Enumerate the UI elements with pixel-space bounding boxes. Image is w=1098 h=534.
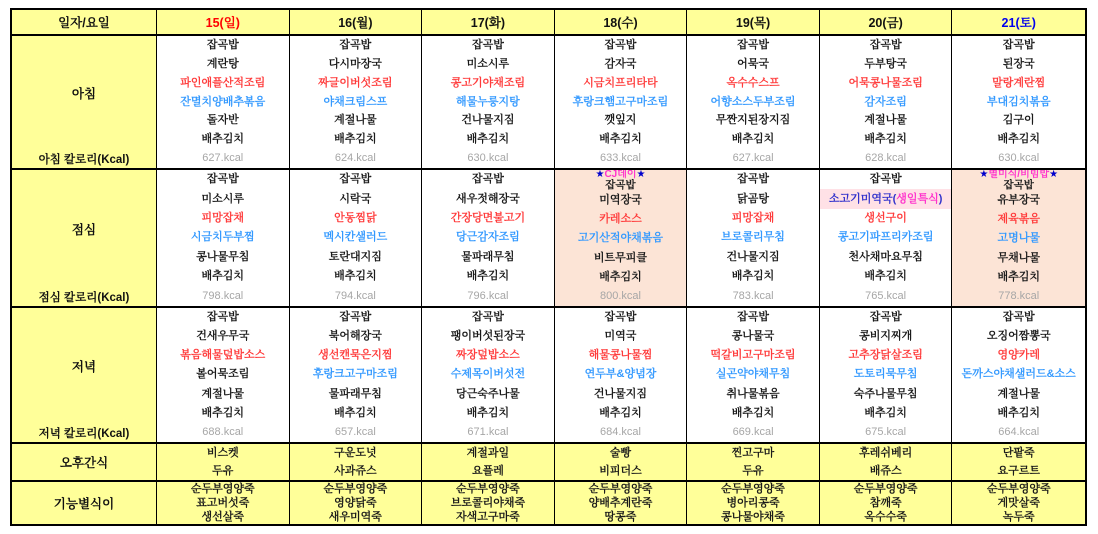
meal-item-line: 물파래무침 xyxy=(461,250,515,263)
meal-item-line: 배추김치 xyxy=(466,270,510,283)
kcal-value: 765.kcal xyxy=(865,289,907,302)
meal-cell xyxy=(555,308,688,442)
meal-item-line: 잡곡밥 xyxy=(339,311,372,324)
meal-item-line: 피망잡채 xyxy=(731,212,775,225)
meal-item-line: 잡곡밥 xyxy=(339,173,372,186)
section-breakfast xyxy=(12,36,1085,170)
meal-item-line: 계절나물 xyxy=(334,114,377,127)
meal-item-line: 잡곡밥 xyxy=(206,311,239,324)
meal-item-line: 무채나물 xyxy=(997,251,1040,264)
snack-item-line: 순두부영양죽 xyxy=(721,482,785,495)
simple-cell xyxy=(820,444,953,480)
weekly-meal-plan-table xyxy=(10,8,1087,526)
section-kcal-label: 저녁 칼로리(Kcal) xyxy=(38,428,130,440)
simple-cell xyxy=(555,444,688,480)
meal-item-line: 두부탕국 xyxy=(864,57,907,70)
meal-item-line: 건나물지짐 xyxy=(461,114,515,127)
meal-cell xyxy=(422,36,555,168)
kcal-value: 633.kcal xyxy=(600,152,641,165)
meal-item-part: 생일특식 xyxy=(896,192,939,205)
meal-item-line: 콩나물무침 xyxy=(196,250,250,263)
meal-item-line: 건나물지짐 xyxy=(726,250,780,263)
kcal-value: 684.kcal xyxy=(600,425,641,438)
snack-item-line: 순두부영양죽 xyxy=(853,482,918,495)
meal-item-line: 시금치프리타타 xyxy=(583,76,658,89)
simple-cell xyxy=(422,444,555,480)
snack-item-line: 옥수수죽 xyxy=(864,510,907,523)
star-icon: ★ xyxy=(979,170,989,180)
meal-item-line: 북어해장국 xyxy=(328,330,382,343)
meal-cell xyxy=(952,170,1085,306)
meal-item-line: 미소시루 xyxy=(466,57,510,70)
meal-cell xyxy=(555,36,688,168)
meal-item-line: 제육볶음 xyxy=(997,213,1040,226)
meal-item-line: 짜글이버섯조림 xyxy=(318,76,393,89)
meal-item-line: 새우젓해장국 xyxy=(456,192,520,205)
day-header: 19(목) xyxy=(687,10,820,34)
meal-item-line: 당근숙주나물 xyxy=(456,387,520,400)
meal-item-line: 잡곡밥 xyxy=(339,38,372,51)
snack-item-line: 찐고구마 xyxy=(731,446,775,459)
snack-item-line: 생선살죽 xyxy=(201,510,245,523)
meal-cell xyxy=(157,308,290,442)
snack-item-line: 게맛살죽 xyxy=(997,496,1040,509)
snack-item-line: 땅콩죽 xyxy=(604,510,637,523)
meal-item-line: 미역국 xyxy=(604,330,637,343)
snack-item-line: 요플레 xyxy=(471,464,504,477)
meal-item-line: 닭곰탕 xyxy=(737,192,769,205)
simple-cell xyxy=(952,444,1085,480)
meal-item-line: 잔멸치양배추볶음 xyxy=(180,95,266,108)
meal-item-line: 브로콜리무침 xyxy=(721,231,785,244)
meal-item-line: 돈까스야채샐러드&소스 xyxy=(961,368,1076,381)
section-label: 저녁 xyxy=(71,360,97,374)
meal-item-line: 계란탕 xyxy=(206,57,239,70)
meal-item-line: 잡곡밥 xyxy=(737,311,769,324)
snack-item-line: 구운도넛 xyxy=(334,446,377,459)
special-banner-slot xyxy=(952,170,1085,191)
kcal-value: 627.kcal xyxy=(732,152,774,165)
meal-item-line: 말랑계란찜 xyxy=(992,76,1046,89)
meal-cell xyxy=(422,170,555,306)
meal-item-line: 볶음해물덮밥소스 xyxy=(180,349,266,362)
simple-cell xyxy=(290,482,423,524)
star-icon: ★ xyxy=(1049,170,1059,180)
meal-item-line: 실곤약야채무침 xyxy=(715,368,791,381)
meal-item-line: 도토리묵무침 xyxy=(853,368,918,381)
meal-item-line: 연두부&양념장 xyxy=(584,368,657,381)
meal-item-line: 배추김치 xyxy=(334,133,377,146)
meal-item-part: 소고기미역국( xyxy=(828,192,897,205)
meal-item-line: 야채크림스프 xyxy=(323,95,388,108)
simple-cell xyxy=(687,482,820,524)
meal-item-line: 배추김치 xyxy=(997,133,1040,146)
snack-item-line: 비피더스 xyxy=(599,464,642,477)
special-day-label: CJ데이 xyxy=(604,170,637,180)
snack-item-line: 사과쥬스 xyxy=(334,464,377,477)
section-kcal-label: 점심 칼로리(Kcal) xyxy=(38,292,130,304)
meal-item-line: 미역장국 xyxy=(599,194,642,207)
meal-item-line: 배추김치 xyxy=(201,406,245,419)
meal-item-line: 어향소스두부조림 xyxy=(710,95,796,108)
meal-item-line: 무짠지된장지짐 xyxy=(715,114,791,127)
snack-item-line: 두유 xyxy=(742,464,764,477)
meal-item-line: 오징어짬뽕국 xyxy=(986,330,1051,343)
meal-item-line: 배추김치 xyxy=(599,133,642,146)
meal-item-line: 배추김치 xyxy=(599,406,642,419)
meal-cell xyxy=(952,36,1085,168)
meal-cell xyxy=(290,36,423,168)
meal-cell xyxy=(820,170,953,306)
meal-item-line: 배추김치 xyxy=(997,270,1040,283)
snack-item-line: 단팥죽 xyxy=(1002,446,1035,459)
meal-cell xyxy=(157,170,290,306)
meal-item-line: 당근감자조림 xyxy=(456,231,520,244)
kcal-value: 669.kcal xyxy=(732,425,774,438)
snack-item-line: 배쥬스 xyxy=(869,464,902,477)
meal-item-line: 잡곡밥 xyxy=(1002,311,1035,324)
meal-item-line: 잡곡밥 xyxy=(737,173,769,186)
meal-item-line: 콩고기파프리카조림 xyxy=(837,231,934,244)
header-row xyxy=(12,10,1085,36)
section-label: 오후간식 xyxy=(12,444,157,480)
meal-item-line: 어묵콩나물조림 xyxy=(848,76,923,89)
snack-item-line: 비스켓 xyxy=(206,446,239,459)
meal-item-line: 팽이버섯된장국 xyxy=(450,330,526,343)
section-label: 점심 xyxy=(71,223,97,237)
meal-item-line: 멕시칸샐러드 xyxy=(323,231,388,244)
meal-item-line: 잡곡밥 xyxy=(206,173,239,186)
meal-item-line: 후랑크고구마조림 xyxy=(312,368,398,381)
meal-item-line: 배추김치 xyxy=(599,270,642,283)
section-label: 기능별식이 xyxy=(12,482,157,524)
meal-item-line: 잡곡밥 xyxy=(471,311,504,324)
snack-item-line: 순두부영양죽 xyxy=(588,482,653,495)
meal-item-line: 유부장국 xyxy=(997,194,1040,207)
meal-item-line: 계절나물 xyxy=(201,387,245,400)
meal-item-line: 잡곡밥 xyxy=(206,38,239,51)
snack-item-line: 양배추계란죽 xyxy=(588,496,653,509)
meal-item-line: 배추김치 xyxy=(731,270,775,283)
meal-item-line: 돌자반 xyxy=(206,114,239,127)
kcal-value: 675.kcal xyxy=(865,425,907,438)
section-label-cell xyxy=(12,36,157,168)
meal-cell xyxy=(157,36,290,168)
meal-cell xyxy=(820,308,953,442)
meal-item-part: ) xyxy=(938,192,943,205)
section-label: 아침 xyxy=(71,87,97,101)
meal-item-line: 배추김치 xyxy=(334,406,377,419)
section-dinner xyxy=(12,308,1085,444)
section-label-cell xyxy=(12,308,157,442)
meal-cell xyxy=(290,308,423,442)
snack-item-line: 표고버섯죽 xyxy=(196,496,250,509)
meal-item-line: 잡곡밥 xyxy=(471,173,504,186)
meal-item-line: 잡곡밥 xyxy=(471,38,504,51)
snack-item-line: 두유 xyxy=(212,464,234,477)
meal-cell xyxy=(952,308,1085,442)
meal-item-line: 감자국 xyxy=(604,57,637,70)
meal-cell xyxy=(820,36,953,168)
meal-item-line: 배추김치 xyxy=(997,406,1040,419)
simple-cell xyxy=(952,482,1085,524)
snack-item-line: 순두부영양죽 xyxy=(456,482,520,495)
kcal-value: 783.kcal xyxy=(732,289,774,302)
meal-item-line: 잡곡밥 xyxy=(737,38,769,51)
day-header: 20(금) xyxy=(820,10,953,34)
meal-item-line: 부대김치볶음 xyxy=(986,95,1051,108)
kcal-value: 630.kcal xyxy=(467,152,509,165)
simple-cell xyxy=(157,482,290,524)
kcal-value: 627.kcal xyxy=(202,152,244,165)
simple-cell xyxy=(687,444,820,480)
meal-cell xyxy=(687,308,820,442)
meal-item-line: 영양카레 xyxy=(997,349,1040,362)
meal-item-line: 짜장덮밥소스 xyxy=(456,349,520,362)
meal-item-line: 잡곡밥 xyxy=(1003,179,1034,191)
meal-cell xyxy=(687,170,820,306)
meal-item-line: 계절나물 xyxy=(997,387,1040,400)
meal-item-line: 고기산적야채볶음 xyxy=(577,232,663,245)
section-functional xyxy=(12,482,1085,524)
meal-item-line: 옥수수스프 xyxy=(726,76,780,89)
day-header: 18(수) xyxy=(555,10,688,34)
meal-item-line: 깻잎지 xyxy=(604,114,637,127)
section-label-cell xyxy=(12,170,157,306)
meal-item-line: 떡갈비고구마조림 xyxy=(710,349,796,362)
section-snack xyxy=(12,444,1085,482)
special-day-label: 별미식/비빔밥 xyxy=(988,170,1050,180)
meal-item-line: 잡곡밥 xyxy=(869,38,902,51)
meal-item-line: 고추장닭살조림 xyxy=(848,349,923,362)
meal-item-line: 다시마장국 xyxy=(328,57,382,70)
simple-cell xyxy=(157,444,290,480)
star-icon: ★ xyxy=(595,170,605,180)
meal-item-line: 배추김치 xyxy=(731,133,775,146)
kcal-value: 628.kcal xyxy=(865,152,907,165)
snack-item-line: 병아리콩죽 xyxy=(726,496,780,509)
meal-item-line: 잡곡밥 xyxy=(604,311,637,324)
snack-item-line: 순두부영양죽 xyxy=(986,482,1051,495)
meal-item-line: 고명나물 xyxy=(997,232,1040,245)
snack-item-line: 계절과일 xyxy=(466,446,510,459)
meal-item-line: 잡곡밥 xyxy=(604,38,637,51)
meal-item-line: 감자조림 xyxy=(864,95,907,108)
meal-item-line: 김구이 xyxy=(1002,114,1035,127)
snack-item-line: 순두부영양죽 xyxy=(190,482,255,495)
meal-cell xyxy=(555,170,688,306)
meal-item-line: 잡곡밥 xyxy=(869,311,902,324)
meal-item-line: 미소시루 xyxy=(201,192,245,205)
meal-item-line: 된장국 xyxy=(1002,57,1035,70)
simple-cell xyxy=(555,482,688,524)
meal-cell xyxy=(422,308,555,442)
meal-item-line: 수제목이버섯전 xyxy=(450,368,526,381)
meal-item-line: 배추김치 xyxy=(201,270,245,283)
meal-item-line: 배추김치 xyxy=(864,270,907,283)
meal-item-line: 피망잡채 xyxy=(201,212,245,225)
meal-item-line: 시금치두부찜 xyxy=(190,231,255,244)
meal-item-line: 배추김치 xyxy=(466,133,510,146)
meal-item-line: 비트무피클 xyxy=(593,251,648,264)
kcal-value: 664.kcal xyxy=(998,425,1040,438)
snack-item-line: 영양닭죽 xyxy=(334,496,377,509)
meal-item-line: 시락국 xyxy=(339,192,372,205)
meal-item-line: 간장당면불고기 xyxy=(450,212,526,225)
meal-item-line: 배추김치 xyxy=(864,406,907,419)
section-lunch xyxy=(12,170,1085,308)
day-header: 17(화) xyxy=(422,10,555,34)
meal-item-line: 후랑크햄고구마조림 xyxy=(572,95,669,108)
meal-item-line: 카레소스 xyxy=(599,213,642,226)
kcal-value: 778.kcal xyxy=(998,289,1040,302)
snack-item-line: 순두부영양죽 xyxy=(323,482,388,495)
meal-item-line: 해물콩나물찜 xyxy=(588,349,653,362)
meal-item-line: 배추김치 xyxy=(201,133,245,146)
day-header: 15(일) xyxy=(157,10,290,34)
special-banner-slot xyxy=(555,170,687,191)
meal-item-line: 토란대지짐 xyxy=(328,250,382,263)
kcal-value: 630.kcal xyxy=(998,152,1040,165)
meal-item-line: 건새우무국 xyxy=(196,330,250,343)
meal-cell xyxy=(290,170,423,306)
kcal-value: 688.kcal xyxy=(202,425,244,438)
kcal-value: 798.kcal xyxy=(202,289,244,302)
meal-item-line: 배추김치 xyxy=(731,406,775,419)
snack-item-line: 자색고구마죽 xyxy=(456,510,520,523)
meal-item-line: 천사채마요무침 xyxy=(848,250,923,263)
kcal-value: 657.kcal xyxy=(334,425,376,438)
meal-item-line: 안동찜닭 xyxy=(334,212,377,225)
snack-item-line: 술빵 xyxy=(609,446,632,459)
meal-item-line: 콩비지찌개 xyxy=(859,330,913,343)
snack-item-line: 브로콜리야채죽 xyxy=(450,496,526,509)
header-corner-label: 일자/요일 xyxy=(12,10,157,34)
meal-item-line: 콩나물국 xyxy=(731,330,775,343)
kcal-value: 624.kcal xyxy=(334,152,376,165)
meal-item-line: 볼어묵조림 xyxy=(196,368,250,381)
meal-cell xyxy=(687,36,820,168)
meal-item-line: 건나물지짐 xyxy=(593,387,648,400)
kcal-value: 796.kcal xyxy=(467,289,509,302)
snack-item-line: 녹두죽 xyxy=(1002,510,1035,523)
day-header: 21(토) xyxy=(952,10,1085,34)
snack-item-line: 새우미역죽 xyxy=(328,510,382,523)
meal-item-line: 잡곡밥 xyxy=(1002,38,1035,51)
star-icon: ★ xyxy=(636,170,646,180)
kcal-value: 671.kcal xyxy=(467,425,509,438)
meal-item-line: 계절나물 xyxy=(864,114,907,127)
section-kcal-label: 아침 칼로리(Kcal) xyxy=(38,154,130,166)
meal-item-line: 어묵국 xyxy=(737,57,769,70)
meal-item-line: 배추김치 xyxy=(864,133,907,146)
kcal-value: 794.kcal xyxy=(334,289,376,302)
meal-item-line: 취나물볶음 xyxy=(726,387,780,400)
meal-item-line: 잡곡밥 xyxy=(869,173,902,186)
simple-cell xyxy=(820,482,953,524)
kcal-value: 800.kcal xyxy=(600,289,641,302)
snack-item-line: 요구르트 xyxy=(997,464,1040,477)
meal-item-line: 콩고기야채조림 xyxy=(450,76,526,89)
meal-item-line: 물파래무침 xyxy=(328,387,382,400)
snack-item-line: 후레쉬베리 xyxy=(859,446,913,459)
simple-cell xyxy=(290,444,423,480)
meal-item-line: 생선캔묵은지찜 xyxy=(318,349,393,362)
day-header: 16(월) xyxy=(290,10,423,34)
meal-item-line: 배추김치 xyxy=(334,270,377,283)
simple-cell xyxy=(422,482,555,524)
snack-item-line: 콩나물야채죽 xyxy=(721,510,785,523)
snack-item-line: 참깨죽 xyxy=(869,496,902,509)
meal-item-line: 숙주나물무침 xyxy=(853,387,918,400)
meal-item-line: 생선구이 xyxy=(864,212,907,225)
meal-item-line: 잡곡밥 xyxy=(605,179,636,191)
meal-item-line xyxy=(820,189,952,208)
meal-item-line: 해물누룽지탕 xyxy=(456,95,520,108)
meal-item-line: 배추김치 xyxy=(466,406,510,419)
meal-item-line: 파인애플산적조림 xyxy=(180,76,266,89)
